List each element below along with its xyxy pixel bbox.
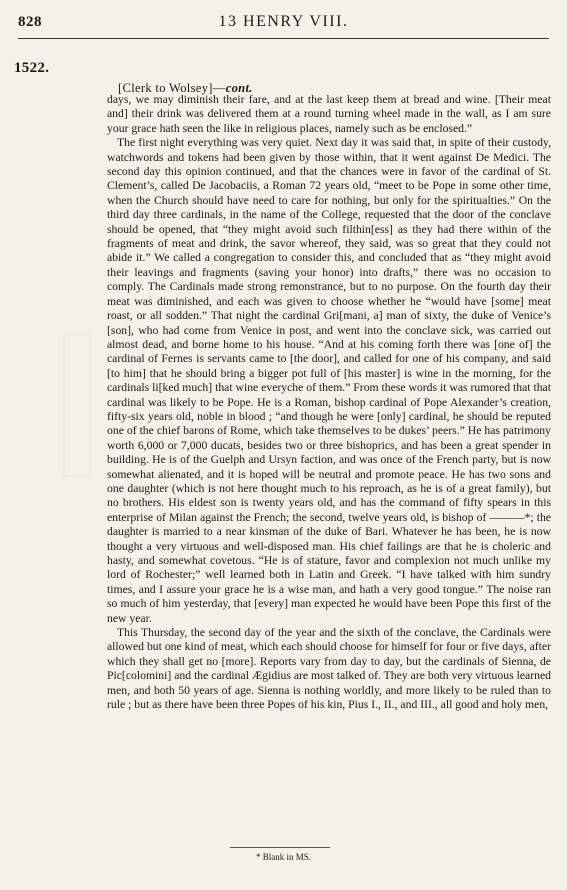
- body-text: [107, 93, 551, 712]
- library-stamp-mark: [60, 330, 94, 480]
- section-title: [Clerk to Wolsey]—: [118, 81, 226, 95]
- paragraph: The first night everything was very quiet. Next day it was said that, in spite of their custody, watchwords and tokens had been given by those within, that it went against De Medici. The second day this opinion continued, and that the chances were in favor of the cardinal of St. Clement’s, called De Jacobaciis, a Roman 72 years old, “meet to be Pope in some other time, when the Church should have need to care for nothing, but only for the spiritualties.” On the third day three cardinals, in the name of the College, requested that the door of the conclave should be opened, that “they might avoid such filthin[ess] as they had there within of the fragments of meat and drink, the savor whereof, they said, was so great that they could not abide it.” We called a congregation to consider this, and concluded that as “they might avoid their leavings and fragments (saving your honor) into drafts,” there was no occasion to comply. The Cardinals made strong remonstrance, but to no purpose. On the fourth day their meat was diminished, and each was given to choose whether he “would have [some] meat roast, or all sodden.” That night the cardinal Gri[mani, a] man of sixty, the duke of Venice’s [son], who had come from Venice in post, and went into the conclave sick, was carried out almost dead, and borne home to his house. “And at his coming forth there was [one of] the cardinal of Fernes is servants came to [the door], and called for one of his company, and said [to him] that he should bring a bigger pot full of [his master] is wine in the morning, for the cardinals li[ked much] that wine everyche of them.” From these words it was rumored that that cardinal was likely to be Pope. He is a Roman, bishop cardinal of Pope Alexander’s creation, fifty-six years old, noble in blood ; “and though he were [only] cardinal, he should be reputed one of the chief barons of Rome, which take themselves to be dukes’ peers.” He has patrimony worth 6,000 or 7,000 ducats, besides two or three bishoprics, and has been a great spender in building. He is of the Guelph and Ursyn faction, and was once of the French party, but is now somewhat alienated, and it is hoped will be neutral and promote peace. He has two sons and one daughter (which is not here thought much to his reproach, as he is of a great family), but no brothers. His eldest son is twenty years old, and has the command of fifty spears in this enterprise of Milan against the French; the second, twelve years old, is bishop of ———*; the daughter is married to a near kinsman of the duke of Bari. Whatever he has been, he is now thought a very virtuous and well-disposed man. His chief failings are that he is choleric and hasty, and somewhat covetous. “He is of stature, favor and complexion not much unlike my lord of Rochester;” well learned both in Latin and Greek. “I have talked with him sundry times, and I assure your grace he is a wise man, and hath a very good tongue.” The noise ran so much of him yesterday, that [every] man expected he would have been Pope this first of the new year.: [107, 136, 551, 625]
- paragraph: This Thursday, the second day of the year and the sixth of the conclave, the Cardinals were allowed but one kind of meat, which each should choose for himself for four or five days, after which they shall get no [more]. Reports vary from day to day, but the cardinals of Sienna, de Pic[colomini] and the cardinal Ægidius are most talked of. They are both very virtuous learned men, and both 50 years of age. Sienna is nothing worldly, and more likely to be ruled than to rule ; but as there have been three Popes of his kin, Pius I., II., and III., all good and holy men,: [107, 626, 551, 712]
- footnote: * Blank in MS.: [255, 852, 311, 862]
- header-rule: [18, 38, 549, 39]
- margin-year: 1522.: [14, 60, 50, 76]
- running-head: 13 HENRY VIII.: [218, 13, 349, 30]
- footnote-rule: [230, 847, 330, 848]
- paragraph: days, we may diminish their fare, and at the last keep them at bread and wine. [Their meat and] their drink was delivered them at a round turning wheel made in the wall, as I am sure your grace hath seen the like in religious places, namely such as be enclosed.”: [107, 93, 551, 135]
- section-cont: cont.: [225, 81, 253, 95]
- page-number: 828: [18, 14, 42, 30]
